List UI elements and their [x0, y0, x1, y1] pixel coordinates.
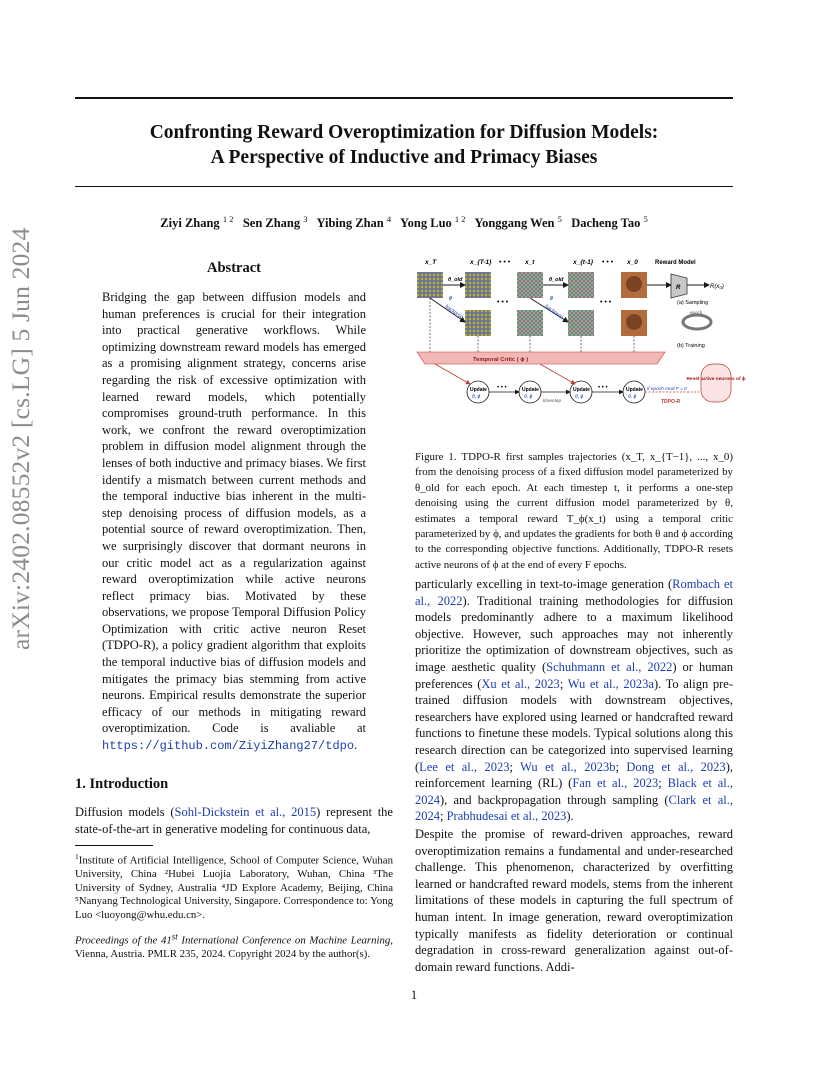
author: Yibing Zhan $^4$: [316, 214, 392, 231]
title-bottom-rule: [75, 186, 733, 187]
citation-link[interactable]: Schuhmann et al., 2022: [546, 659, 673, 674]
abstract-text: Bridging the gap between diffusion models and human preferences is crucial for their integration into practical generative workflows. While optimizing downstream reward models has emerged as a promising alignment strategy, concerns arise regarding the risk of excessive optimization with learned reward models, which potentially compromises ground-truth performance. In this work, we confront the reward overoptimization problem in diffusion model alignment through the lenses of both inductive and primacy biases. We first identify a mismatch between current methods and the temporal inductive bias inherent in the multi-step denoising process of diffusion models, as a potential source of reward overoptimization. Then, we surprisingly discover that dormant neurons in our critic model act as a regularization against reward overoptimization while active neurons reflect primacy bias. Motivated by these observations, we propose Temporal Diffusion Policy Optimization with critic active neuron Reset (TDPO-R), a policy gradient algorithm that exploits the temporal inductive bias of diffusion models and mitigates the primacy bias stemming from active neurons. Empirical results demonstrate the superior efficacy of our methods in mitigating reward overoptimization. Code is avaliable at: [102, 290, 366, 736]
abstract-body: Bridging the gap between diffusion models and human preferences is crucial for their integration into practical generative workflows. While optimizing downstream reward models has emerged as a promising alignment strategy, concerns arise regarding the risk of excessive optimization with learned reward models, which potentially compromises ground-truth performance. In this work, we confront the reward overoptimization problem in diffusion model alignment through the lenses of both inductive and primacy biases. We first identify a mismatch between current methods and the temporal inductive bias inherent in the multi-step denoising process of diffusion models, as a potential source of reward overoptimization. Then, we surprisingly discover that dormant neurons in our critic model act as a regularization against reward overoptimization while active neurons reflect primacy bias. Motivated by these observations, we propose Temporal Diffusion Policy Optimization with critic active neuron Reset (TDPO-R), a policy gradient algorithm that exploits the temporal inductive bias of diffusion models and mitigates the primacy bias stemming from active neurons. Empirical results demonstrate the superior efficacy of our methods in mitigating reward overoptimization. Code is avaliable at https://github.com/ZiyiZhang27/tdpo.: [102, 290, 366, 754]
footnote-rule: [75, 845, 153, 846]
label-reward-model: Reward Model: [655, 260, 696, 266]
label-xt: x_t: [525, 259, 535, 266]
label-reset: Reset active neurons of ϕ: [686, 377, 746, 382]
citation-link[interactable]: Clark et al., 2024: [415, 792, 733, 824]
image-xT1-mid: [465, 310, 491, 336]
citation-link[interactable]: Black et al., 2024: [415, 776, 734, 807]
dots-mid-1: • • •: [497, 299, 509, 306]
image-xT-top: [417, 272, 443, 298]
intro-paragraph-1: Diffusion models (Sohl-Dickstein et al., 2015) represent the state-of-the-art in generative modeling for continuous data,: [75, 805, 393, 836]
title-line-2: A Perspective of Inductive and Primacy Biases: [210, 147, 598, 168]
page-number: 1: [410, 988, 418, 1002]
citation-link[interactable]: Sohl-Dickstein et al., 2015: [174, 805, 317, 819]
svg-text:θ, ϕ: θ, ϕ: [524, 394, 533, 400]
affiliations-footnote: $^1$Institute of Artificial Intelligence, School of Computer Science, Wuhan University, China ²Hubei Luojia Laboratory, Wuhan, China ³The University of Sydney, Australia ⁴JD Explore Academy, Beijing, China ⁵Nanyang Technological University, Singapore. Correspondence to: Yong Luo <luoyong@whu.edu.cn>.: [75, 852, 393, 921]
label-xt1: x_{t-1}: [573, 259, 594, 266]
dots-mid-2: • • •: [600, 299, 612, 306]
section-heading-introduction: 1. Introduction: [75, 776, 169, 792]
paper-title: [75, 120, 733, 170]
epoch-cycle-icon: [683, 315, 711, 329]
citation-link[interactable]: Dong et al., 2023: [626, 759, 726, 774]
author-list: [75, 214, 733, 231]
dog-image-icon: [626, 276, 642, 292]
citation-link[interactable]: Lee et al., 2023: [419, 759, 510, 774]
label-reset-condition: if epoch mod F = 0: [647, 387, 687, 392]
update-node: [623, 381, 645, 403]
proceedings-note: Proceedings of the 41st International Conference on Machine Learning, Vienna, Austria. PMLR 235, 2024. Copyright 2024 by the author(s).: [75, 931, 393, 961]
image-xt1-mid: [568, 310, 594, 336]
svg-text:Update: Update: [573, 387, 590, 393]
author: Sen Zhang $^3$: [242, 214, 308, 231]
label-tdpo-r: TDPO-R: [661, 399, 681, 405]
figure-1-diagram: [415, 252, 746, 412]
label-sampling: (a) Sampling: [677, 300, 709, 306]
svg-text:Update: Update: [626, 387, 643, 393]
label-theta-2: θ: [550, 296, 553, 302]
label-epoch: epoch: [690, 310, 703, 315]
svg-text:θ, ϕ: θ, ϕ: [472, 394, 481, 400]
author: Yonggang Wen $^5$: [474, 214, 562, 231]
citation-link[interactable]: Prabhudesai et al., 2023: [446, 809, 567, 824]
image-xt-mid: [517, 310, 543, 336]
citation-link[interactable]: Wu et al., 2023b: [520, 759, 616, 774]
label-reward-output: R(x₀): [710, 284, 724, 290]
author: Yong Luo $^{1 2}$: [400, 214, 466, 231]
dots-bottom-1: • • •: [497, 385, 507, 391]
title-top-rule: [75, 97, 733, 99]
svg-text:Update: Update: [470, 387, 487, 393]
dog-image-icon: [626, 314, 642, 330]
label-theta-1: θ: [449, 296, 452, 302]
label-timestep: timestep: [543, 399, 562, 404]
dots-top-2: • • •: [602, 259, 614, 266]
svg-text:Update: Update: [522, 387, 539, 393]
label-backprop-1: backprop: [443, 303, 465, 321]
dots-top-1: • • •: [499, 259, 511, 266]
svg-text:θ, ϕ: θ, ϕ: [575, 394, 584, 400]
svg-text:θ, ϕ: θ, ϕ: [628, 394, 637, 400]
citation-link[interactable]: Wu et al., 2023a: [567, 676, 654, 691]
label-xT1: x_{T-1}: [470, 259, 492, 266]
code-link[interactable]: https://github.com/ZiyiZhang27/tdpo: [102, 739, 355, 754]
citation-link[interactable]: Rombach et al., 2022: [415, 577, 733, 608]
intro-paragraph-2: particularly excelling in text-to-image generation (Rombach et al., 2022). Traditional training methodologies for diffusion models predominantly adhere to a maximum likelihood objective. However, such approaches may not inherently prioritize the optimization of downstream objectives, such as image aesthetic quality (Schuhmann et al., 2022) or human preferences (Xu et al., 2023; Wu et al., 2023a). To align pre-trained diffusion models with downstream objectives, researchers have explored using learned or handcrafted reward functions to finetune these models. Typical solutions along this research direction can be categorized into supervised learning (Lee et al., 2023; Wu et al., 2023b; Dong et al., 2023), reinforcement learning (RL) (Fan et al., 2023; Black et al., 2024), and backpropagation through sampling (Clark et al., 2024; Prabhudesai et al., 2023).: [415, 577, 734, 824]
arxiv-stamp: arXiv:2402.08552v2 [cs.LG] 5 Jun 2024: [6, 227, 35, 650]
update-node: [570, 381, 592, 403]
image-xt-top: [517, 272, 543, 298]
intro-paragraph-3: Despite the promise of reward-driven approaches, reward overoptimization remains a fundamental and under-researched challenge. This phenomenon, characterized by overfitting learned or handcrafted reward models, stems from the inherent limitations of these models in capturing the full spectrum of human intent. In image generation, reward overoptimization typically manifests as fidelity deterioration or continual degradation in cross-reward generalization against out-of-domain reward functions. Addi-: [415, 827, 733, 974]
citation-link[interactable]: Xu et al., 2023: [481, 676, 560, 691]
label-backprop-2: backprop: [543, 303, 565, 321]
label-theta-old-1: θ_old: [448, 277, 463, 283]
caption-text: TDPO-R first samples trajectories (x_T, x_{T−1}, ..., x_0) from the denoising process of a fixed diffusion model parameterized by θ_old for each epoch. At each timestep t, it performs a one-step denoising using the current diffusion model parameterized by θ, estimates a temporal reward T_ϕ(x_t) using a temporal critic parameterized by ϕ, and updates the gradients for both θ and ϕ according to the corresponding objective functions. Additionally, TDPO-R resets active neurons of ϕ at the end of every F epochs.: [415, 451, 734, 571]
caption-label: Figure 1.: [415, 451, 457, 463]
author: Ziyi Zhang $^{1 2}$: [160, 214, 234, 231]
dots-bottom-2: • • •: [598, 385, 608, 391]
update-node: [519, 381, 541, 403]
update-node: [467, 381, 489, 403]
figure-1-caption: [415, 450, 733, 573]
label-r: R: [676, 285, 681, 291]
label-training: (b) Training: [677, 343, 705, 349]
label-xT: x_T: [425, 259, 437, 266]
author: Dacheng Tao $^5$: [571, 214, 648, 231]
label-x0: x_0: [627, 259, 638, 266]
temporal-critic-bar: [417, 352, 665, 364]
image-xt1-top: [568, 272, 594, 298]
citation-link[interactable]: Fan et al., 2023: [572, 776, 659, 791]
abstract-heading: Abstract: [207, 260, 261, 276]
title-line-1: Confronting Reward Overoptimization for Diffusion Models:: [149, 122, 659, 143]
label-temporal-critic: Temporal Critic ( ϕ ): [473, 357, 529, 363]
label-theta-old-2: θ_old: [549, 277, 564, 283]
image-xT1-top: [465, 272, 491, 298]
reset-box: [701, 364, 731, 402]
